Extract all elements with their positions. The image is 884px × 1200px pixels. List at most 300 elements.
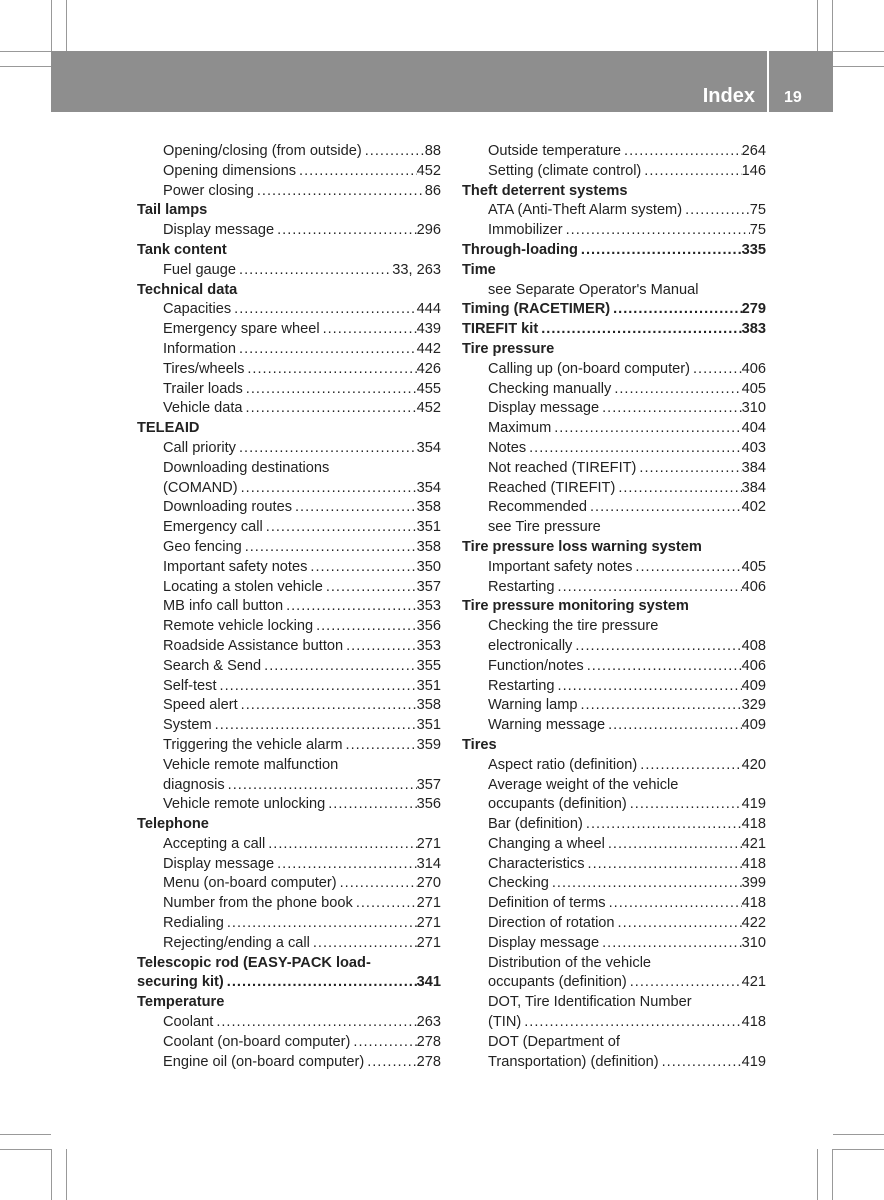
index-subentry [137,340,441,360]
index-subentry [462,795,766,815]
index-subentry [462,954,766,974]
crop-mark [51,1149,52,1200]
index-subentry [137,657,441,677]
index-subentry [462,855,766,875]
dot-leader [585,855,742,875]
page-reference: 341 [416,974,441,991]
index-column-right [462,142,766,1072]
dot-leader [238,479,417,499]
crop-mark [833,51,884,52]
page-reference: 426 [416,360,441,377]
dot-leader [563,221,750,241]
dot-leader [313,617,417,637]
page-reference: 419 [741,1053,766,1070]
entry-text: Capacities [163,301,232,318]
entry-text: Roadside Assistance button [163,637,344,654]
page-reference: 335 [741,241,766,258]
entry-text: Restarting [488,677,555,694]
index-subentry [137,1033,441,1053]
dot-leader [343,637,417,657]
page-reference: 146 [741,162,766,179]
entry-text: Transportation) (definition) [488,1053,659,1070]
index-subentry [137,696,441,716]
crop-mark [833,66,884,67]
index-entry [137,993,441,1013]
page-reference: 350 [416,558,441,575]
entry-text: Direction of rotation [488,915,615,932]
index-subentry [462,281,766,301]
index-entry [462,736,766,756]
index-subentry [137,914,441,934]
dot-leader [350,1033,416,1053]
dot-leader [599,399,742,419]
index-entry [137,201,441,221]
page-reference: 406 [741,360,766,377]
entry-text: occupants (definition) [488,796,627,813]
index-subentry [462,637,766,657]
index-subentry [137,439,441,459]
page-reference: 402 [741,499,766,516]
page-reference: 88 [424,143,441,159]
entry-text: Warning message [488,717,606,734]
dot-leader [659,1053,742,1073]
page-reference: 354 [416,439,441,456]
entry-text: Geo fencing [163,538,242,555]
index-subentry [137,162,441,182]
entry-text: MB info call button [163,598,284,615]
page-reference: 271 [416,934,441,951]
index-subentry [462,657,766,677]
dot-leader [632,558,741,578]
index-subentry [462,914,766,934]
entry-text: TIREFIT kit [462,321,539,338]
entry-text: Opening/closing (from outside) [163,143,362,159]
entry-text: Display message [163,855,275,872]
dot-leader [243,380,417,400]
page-reference: 310 [741,400,766,417]
entry-text: Triggering the vehicle alarm [163,736,343,753]
entry-text: Tire pressure monitoring system [462,598,689,615]
page-reference: 353 [416,637,441,654]
page-reference: 418 [741,816,766,833]
dot-leader [599,934,742,954]
index-subentry [462,201,766,221]
dot-leader [274,221,417,241]
page-reference: 33, 263 [392,261,441,278]
index-subentry [462,399,766,419]
dot-leader [238,696,417,716]
page-reference: 264 [741,143,766,159]
index-subentry [462,578,766,598]
entry-text: diagnosis [163,776,225,793]
entry-text: Important safety notes [488,558,633,575]
dot-leader [682,201,750,221]
page-reference: 310 [741,934,766,951]
dot-leader [690,360,742,380]
crop-mark [833,1149,884,1150]
entry-text: Tires/wheels [163,360,245,377]
index-subentry [462,776,766,796]
page-reference: 271 [416,915,441,932]
page-reference: 359 [416,736,441,753]
index-subentry [462,894,766,914]
entry-text: (TIN) [488,1014,522,1031]
page-reference: 329 [741,697,766,714]
entry-text: Calling up (on-board computer) [488,360,690,377]
entry-text: Telescopic rod (EASY-PACK load- [137,954,371,971]
page-reference: 296 [416,222,441,239]
entry-text: Outside temperature [488,143,622,159]
entry-text: Notes [488,439,527,456]
entry-text: Display message [163,222,275,239]
entry-text: Distribution of the vehicle [488,954,652,971]
dot-leader [263,518,417,538]
index-subentry [137,578,441,598]
dot-leader [265,835,416,855]
entry-text: Temperature [137,994,225,1011]
page-reference: 384 [741,459,766,476]
index-subentry [137,360,441,380]
dot-leader [521,1013,741,1033]
page-reference: 351 [416,519,441,536]
page-reference: 406 [741,578,766,595]
index-subentry [462,815,766,835]
entry-text: Engine oil (on-board computer) [163,1053,365,1070]
page-reference: 421 [741,835,766,852]
entry-text: Vehicle remote malfunction [163,756,339,773]
entry-text: Search & Send [163,657,262,674]
entry-text: Vehicle data [163,400,243,417]
index-subentry [137,479,441,499]
entry-text: Menu (on-board computer) [163,875,337,892]
index-entry [137,954,441,974]
entry-text: Coolant (on-board computer) [163,1033,351,1050]
index-subentry [137,182,441,202]
index-subentry [462,419,766,439]
index-subentry [462,677,766,697]
index-subentry [137,736,441,756]
crop-mark [817,1149,818,1200]
index-entry [462,241,766,261]
dot-leader [224,914,417,934]
entry-text: Remote vehicle locking [163,618,314,635]
crop-mark [51,0,52,51]
dot-leader [621,142,742,162]
dot-leader [213,1013,416,1033]
index-subentry [462,756,766,776]
dot-leader [307,558,416,578]
dot-leader [236,439,417,459]
index-subentry [462,716,766,736]
page-reference: 408 [741,637,766,654]
index-subentry [462,874,766,894]
index-subentry [137,1053,441,1073]
page-reference: 271 [416,835,441,852]
dot-leader [555,677,742,697]
dot-leader [296,162,417,182]
crop-mark [0,66,51,67]
entry-text: Important safety notes [163,558,308,575]
entry-text: Aspect ratio (definition) [488,756,638,773]
entry-text: System [163,717,212,734]
dot-leader [353,894,417,914]
page-reference: 409 [741,717,766,734]
index-subentry [137,538,441,558]
page-reference: 75 [749,202,766,219]
dot-leader [283,597,417,617]
entry-text: Setting (climate control) [488,162,642,179]
page-reference: 279 [741,301,766,318]
entry-text: Emergency call [163,519,263,536]
crop-mark [66,0,67,51]
index-entry [137,973,441,993]
crop-mark [66,1149,67,1200]
page-reference: 358 [416,697,441,714]
index-subentry [137,221,441,241]
entry-text: Checking manually [488,380,612,397]
index-subentry [137,637,441,657]
index-subentry [137,677,441,697]
index-subentry [137,934,441,954]
entry-text: Not reached (TIREFIT) [488,459,637,476]
dot-leader [578,696,742,716]
index-subentry [137,459,441,479]
index-subentry [462,439,766,459]
dot-leader [615,479,741,499]
index-subentry [462,479,766,499]
index-subentry [137,1013,441,1033]
index-subentry [462,696,766,716]
entry-text: Tire pressure [462,340,555,357]
entry-text: Definition of terms [488,895,606,912]
crop-mark [0,1149,51,1150]
index-subentry [137,617,441,637]
dot-leader [212,716,417,736]
crop-mark [832,1149,833,1200]
index-subentry [462,973,766,993]
entry-text: ATA (Anti-Theft Alarm system) [488,202,683,219]
dot-leader [578,241,742,261]
section-title: Index [702,85,755,107]
page-reference: 403 [741,439,766,456]
entry-text: electronically [488,637,573,654]
dot-leader [323,578,417,598]
entry-text: Warning lamp [488,697,578,714]
dot-leader [224,973,417,993]
crop-mark [817,0,818,51]
dot-leader [611,380,741,400]
index-subentry [462,617,766,637]
index-subentry [137,756,441,776]
index-entry [137,241,441,261]
page-reference: 421 [741,974,766,991]
entry-text: Accepting a call [163,835,266,852]
index-subentry [462,142,766,162]
index-subentry [137,558,441,578]
entry-text: Call priority [163,439,236,456]
dot-leader [242,538,417,558]
dot-leader [587,498,742,518]
entry-text: Time [462,261,496,278]
dot-leader [555,578,742,598]
entry-text: Power closing [163,182,254,199]
dot-leader [320,320,417,340]
page-reference: 455 [416,380,441,397]
index-subentry [137,894,441,914]
index-column-left [137,142,441,1072]
index-subentry [462,360,766,380]
page-reference: 383 [741,321,766,338]
entry-text: Fuel gauge [163,261,237,278]
index-subentry [462,1053,766,1073]
dot-leader [236,340,417,360]
index-entry [462,538,766,558]
page-reference: 351 [416,677,441,694]
dot-leader [236,261,392,281]
entry-text: Characteristics [488,855,585,872]
entry-text: Tail lamps [137,202,208,219]
index-entry [462,182,766,202]
dot-leader [583,815,742,835]
dot-leader [231,300,417,320]
dot-leader [538,320,741,340]
entry-text: DOT (Department of [488,1033,620,1050]
entry-text: Maximum [488,420,552,437]
dot-leader [254,182,425,202]
entry-text: Tires [462,736,497,753]
dot-leader [615,914,742,934]
index-subentry [462,1033,766,1053]
dot-leader [641,162,741,182]
index-subentry [137,518,441,538]
index-subentry [462,162,766,182]
entry-text: Display message [488,400,600,417]
entry-text: Locating a stolen vehicle [163,578,323,595]
page-reference: 418 [741,1014,766,1031]
entry-text: Reached (TIREFIT) [488,479,616,496]
page-reference: 355 [416,657,441,674]
crop-mark [832,0,833,51]
page-reference: 405 [741,558,766,575]
dot-leader [637,756,741,776]
page-reference: 357 [416,578,441,595]
entry-text: occupants (definition) [488,974,627,991]
index-subentry [137,142,441,162]
page-reference: 399 [741,875,766,892]
page-reference: 405 [741,380,766,397]
index-entry [137,419,441,439]
page-reference: 406 [741,657,766,674]
index-entry [137,815,441,835]
page-reference: 358 [416,499,441,516]
dot-leader [572,637,741,657]
index-subentry [137,597,441,617]
entry-text: Emergency spare wheel [163,321,320,338]
entry-text: Information [163,340,237,357]
dot-leader [261,657,416,677]
entry-text: Rejecting/ending a call [163,934,310,951]
index-subentry [137,716,441,736]
entry-text: Bar (definition) [488,816,583,833]
page-reference: 354 [416,479,441,496]
entry-text: Recommended [488,499,587,516]
index-subentry [137,261,441,281]
entry-text: Display message [488,934,600,951]
index-subentry [137,399,441,419]
entry-text: Timing (RACETIMER) [462,301,611,318]
crop-mark [0,51,51,52]
dot-leader [292,498,417,518]
page-reference: 422 [741,915,766,932]
entry-text: Downloading routes [163,499,292,516]
dot-leader [362,142,425,162]
entry-text: Tank content [137,241,227,258]
page-reference: 75 [749,222,766,239]
index-entry [462,320,766,340]
dot-leader [217,677,417,697]
index-subentry [462,380,766,400]
entry-text: Immobilizer [488,222,563,239]
page-reference: 404 [741,420,766,437]
entry-text: Average weight of the vehicle [488,776,679,793]
index-subentry [462,1013,766,1033]
page-reference: 439 [416,321,441,338]
entry-text: DOT, Tire Identification Number [488,994,692,1011]
page-reference: 351 [416,717,441,734]
dot-leader [636,459,741,479]
entry-text: Opening dimensions [163,162,297,179]
page-reference: 409 [741,677,766,694]
entry-text: see Separate Operator's Manual [488,281,699,298]
entry-text: Tire pressure loss warning system [462,538,702,555]
index-entry [462,261,766,281]
index-entry [462,340,766,360]
page-reference: 271 [416,895,441,912]
index-entry [462,597,766,617]
entry-text: Checking the tire pressure [488,618,659,635]
index-subentry [137,498,441,518]
entry-text: Trailer loads [163,380,243,397]
index-subentry [462,459,766,479]
index-subentry [137,855,441,875]
page-reference: 278 [416,1033,441,1050]
dot-leader [364,1053,416,1073]
index-subentry [462,993,766,1013]
page-reference: 418 [741,895,766,912]
dot-leader [627,795,742,815]
entry-text: Coolant [163,1014,214,1031]
entry-text: (COMAND) [163,479,238,496]
header-divider [767,51,769,112]
entry-text: Theft deterrent systems [462,182,628,199]
crop-mark [0,1134,51,1135]
dot-leader [310,934,417,954]
page-reference: 356 [416,618,441,635]
index-subentry [137,300,441,320]
entry-text: Function/notes [488,657,584,674]
index-entry [462,300,766,320]
index-subentry [137,835,441,855]
page-reference: 444 [416,301,441,318]
entry-text: Redialing [163,915,224,932]
page-number: 19 [784,89,802,106]
index-subentry [462,518,766,538]
index-subentry [137,380,441,400]
entry-text: Changing a wheel [488,835,605,852]
entry-text: Speed alert [163,697,238,714]
dot-leader [605,716,742,736]
crop-mark [833,1134,884,1135]
